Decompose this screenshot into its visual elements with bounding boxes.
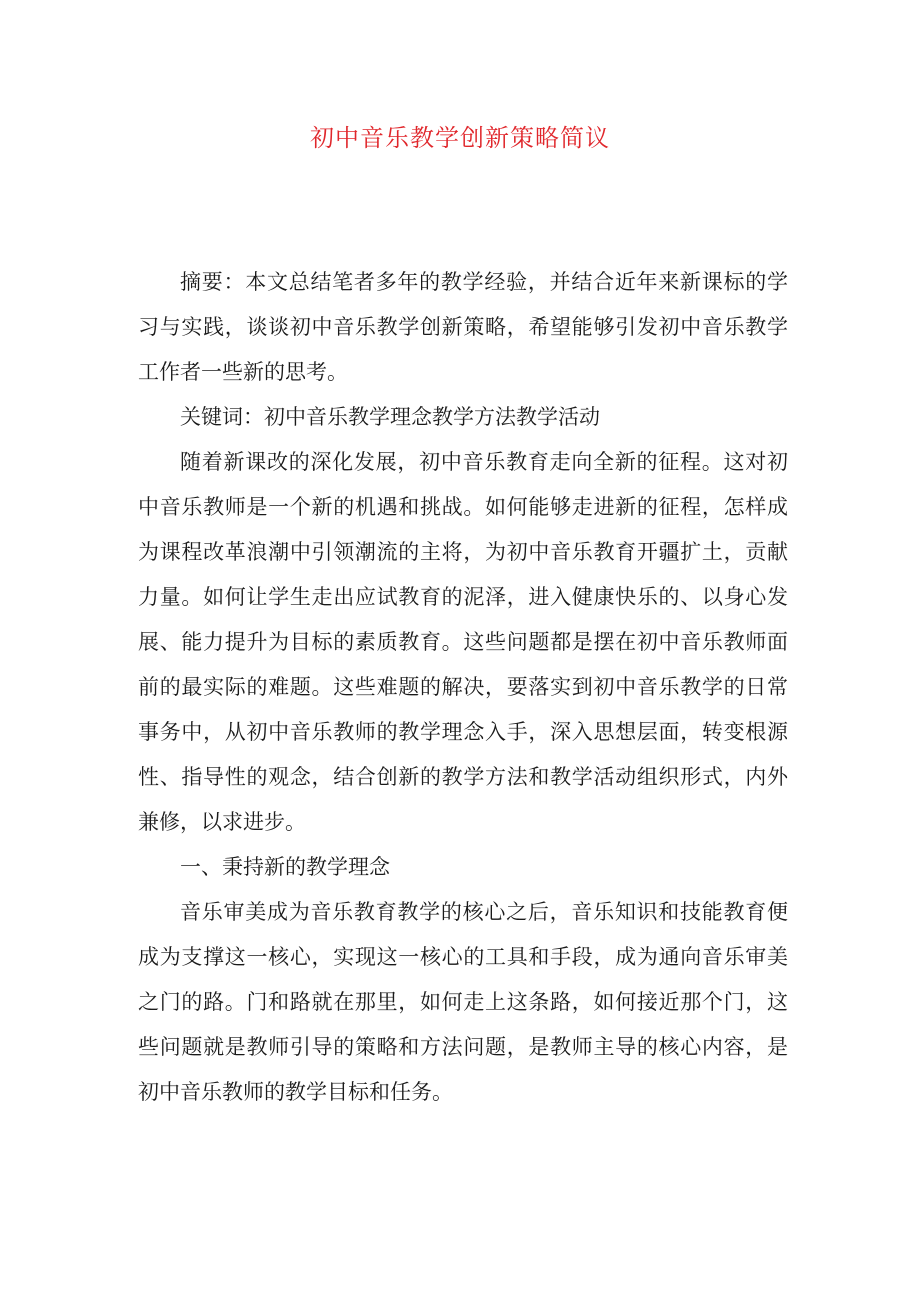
abstract-paragraph: 摘要：本文总结笔者多年的教学经验，并结合近年来新课标的学习与实践，谈谈初中音乐教学创新策略，希望能够引发初中音乐教学工作者一些新的思考。 <box>138 270 788 384</box>
document-title: 初中音乐教学创新策略简议 <box>310 124 610 152</box>
document-body <box>138 260 788 1115</box>
keywords-paragraph: 关键词：初中音乐教学理念教学方法教学活动 <box>180 405 600 429</box>
section-paragraph: 音乐审美成为音乐教育教学的核心之后，音乐知识和技能教育便成为支撑这一核心，实现这一核心的工具和手段，成为通向音乐审美之门的路。门和路就在那里，如何走上这条路，如何接近那个门，这些问题就是教师引导的策略和方法问题，是教师主导的核心内容，是初中音乐教师的教学目标和任务。 <box>138 900 788 1104</box>
intro-paragraph: 随着新课改的深化发展，初中音乐教育走向全新的征程。这对初中音乐教师是一个新的机遇和挑战。如何能够走进新的征程，怎样成为课程改革浪潮中引领潮流的主将，为初中音乐教育开疆扩土，贡献力量。如何让学生走出应试教育的泥泽，进入健康快乐的、以身心发展、能力提升为目标的素质教育。这些问题都是摆在初中音乐教师面前的最实际的难题。这些难题的解决，要落实到初中音乐教学的日常事务中，从初中音乐教师的教学理念入手，深入思想层面，转变根源性、指导性的观念，结合创新的教学方法和教学活动组织形式，内外兼修，以求进步。 <box>138 450 788 834</box>
section-heading: 一、秉持新的教学理念 <box>180 855 390 879</box>
